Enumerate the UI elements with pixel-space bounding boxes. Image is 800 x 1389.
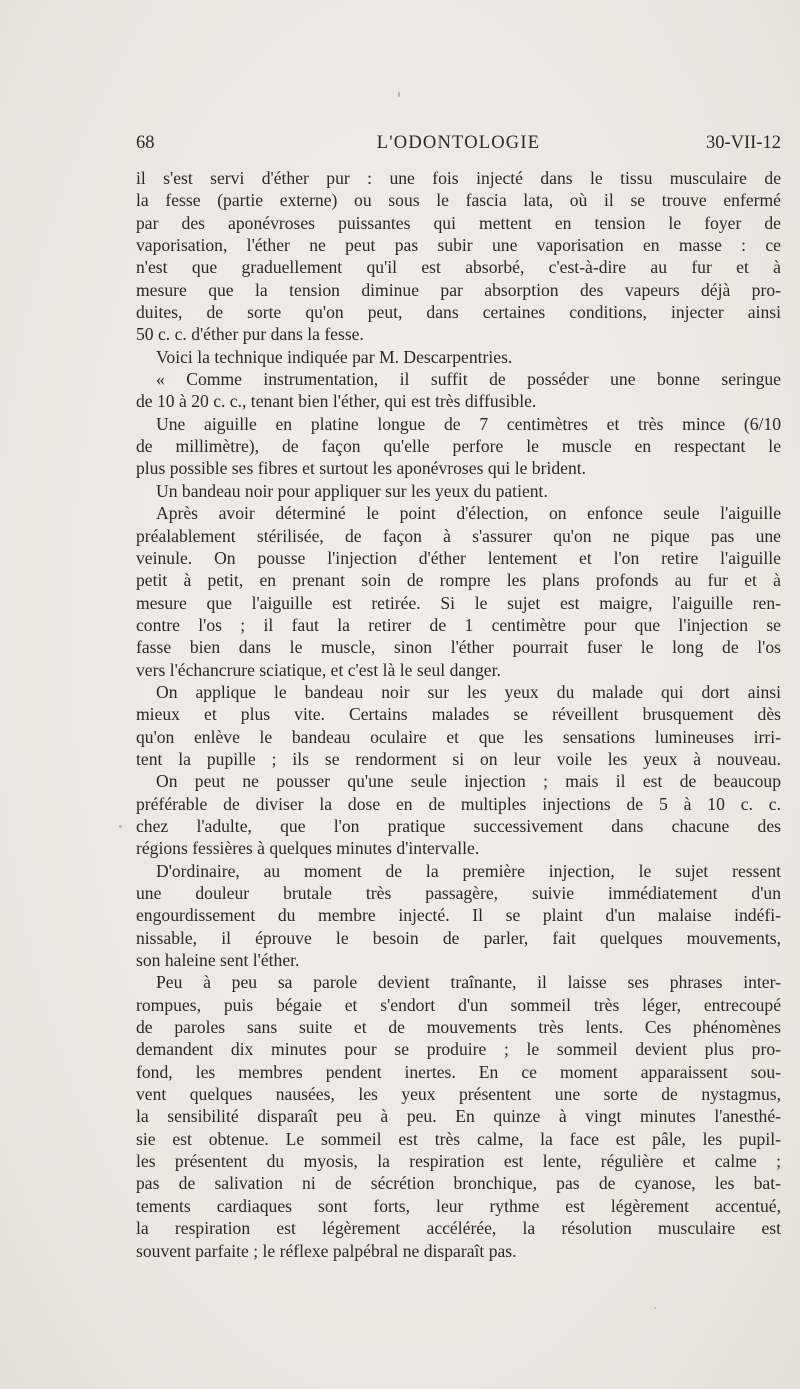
text-line: sie est obtenue. Le sommeil est très calme, la face est pâle, les pupil- (136, 1128, 781, 1149)
text-line: son haleine sent l'éther. (136, 950, 300, 971)
text-line: n'est que graduellement qu'il est absorbé, c'est-à-dire au fur et à (136, 257, 781, 278)
text-line: vaporisation, l'éther ne peut pas subir une vaporisation en masse : ce (136, 235, 781, 256)
text-line: chez l'adulte, que l'on pratique successivement dans chacune des (136, 815, 781, 836)
text-line: de 10 à 20 c. c., tenant bien l'éther, qui est très diffusible. (136, 391, 537, 412)
body-text (136, 167, 781, 1262)
page-header (136, 131, 781, 155)
text-line: Peu à peu sa parole devient traînante, il laisse ses phrases inter- (156, 972, 781, 993)
text-line: rompues, puis bégaie et s'endort d'un sommeil très léger, entrecoupé (136, 994, 781, 1015)
page-number: 68 (136, 133, 155, 153)
text-line: plus possible ses fibres et surtout les aponévroses qui le brident. (136, 458, 587, 479)
paper-speck (654, 1307, 656, 1309)
paper-speck (398, 92, 400, 97)
text-line: duites, de sorte qu'on peut, dans certaines conditions, injecter ainsi (136, 302, 781, 323)
text-line: la sensibilité disparaît peu à peu. En quinze à vingt minutes l'anesthé- (136, 1106, 781, 1127)
text-line: de paroles sans suite et de mouvements très lents. Ces phénomènes (136, 1017, 781, 1038)
text-line: veinule. On pousse l'injection d'éther lentement et l'on retire l'aiguille (136, 547, 781, 568)
issue-date: 30-VII-12 (705, 133, 781, 153)
text-line: fasse bien dans le muscle, sinon l'éther pourrait fuser le long de l'os (136, 637, 781, 658)
text-line: par des aponévroses puissantes qui mettent en tension le foyer de (136, 212, 781, 233)
text-line: mesure que l'aiguille est retirée. Si le sujet est maigre, l'aiguille ren- (136, 592, 781, 613)
text-line: On peut ne pousser qu'une seule injection ; mais il est de beaucoup (156, 771, 781, 792)
text-line: contre l'os ; il faut la retirer de 1 centimètre pour que l'injection se (136, 614, 781, 635)
text-line: il s'est servi d'éther pur : une fois injecté dans le tissu musculaire de (136, 168, 781, 188)
text-line: 50 c. c. d'éther pur dans la fesse. (136, 324, 364, 345)
text-line: Un bandeau noir pour appliquer sur les yeux du patient. (156, 480, 548, 501)
text-line: de millimètre), de façon qu'elle perfore le muscle en respectant le (136, 436, 781, 457)
text-line: petit à petit, en prenant soin de rompre les plans profonds au fur et à (136, 570, 781, 591)
running-title: L'ODONTOLOGIE (376, 133, 541, 153)
text-line: « Comme instrumentation, il suffit de posséder une bonne seringue (156, 369, 781, 390)
text-line: mieux et plus vite. Certains malades se réveillent brusquement dès (136, 704, 781, 725)
text-line: Une aiguille en platine longue de 7 centimètres et très mince (6/10 (156, 413, 781, 434)
text-line: vent quelques nausées, les yeux présentent une sorte de nystagmus, (136, 1084, 781, 1105)
text-line: D'ordinaire, au moment de la première injection, le sujet ressent (156, 860, 781, 881)
text-line: qu'on enlève le bandeau oculaire et que les sensations lumineuses irri- (136, 726, 781, 747)
paper-speck (119, 825, 122, 828)
text-line: tent la pupille ; ils se rendorment si on leur voile les yeux à nouveau. (136, 748, 781, 769)
text-line: On applique le bandeau noir sur les yeux du malade qui dort ainsi (156, 681, 781, 702)
text-line: préférable de diviser la dose en de multiples injections de 5 à 10 c. c. (136, 793, 781, 814)
text-line: la respiration est légèrement accélérée, la résolution musculaire est (136, 1218, 781, 1239)
text-line: Après avoir déterminé le point d'élection, on enfonce seule l'aiguille (156, 503, 781, 524)
text-line: nissable, il éprouve le besoin de parler, fait quelques mouvements, (136, 927, 781, 948)
text-line: mesure que la tension diminue par absorption des vapeurs déjà pro- (136, 279, 781, 300)
text-line: préalablement stérilisée, de façon à s'assurer qu'on ne pique pas une (136, 525, 781, 546)
text-line: fond, les membres pendent inertes. En ce moment apparaissent sou- (136, 1061, 781, 1082)
text-line: la fesse (partie externe) ou sous le fascia lata, où il se trouve enfermé (136, 190, 781, 211)
text-line: tements cardiaques sont forts, leur rythme est légèrement accentué, (136, 1195, 781, 1216)
text-line: souvent parfaite ; le réflexe palpébral ne disparaît pas. (136, 1240, 517, 1261)
text-line: pas de salivation ni de sécrétion bronchique, pas de cyanose, les bat- (136, 1173, 781, 1194)
text-line: Voici la technique indiquée par M. Descarpentries. (156, 346, 513, 367)
text-line: engourdissement du membre injecté. Il se plaint d'un malaise indéfi- (136, 905, 781, 926)
text-line: une douleur brutale très passagère, suivie immédiatement d'un (136, 883, 781, 903)
text-line: les présentent du myosis, la respiration est lente, régulière et calme ; (136, 1151, 781, 1172)
text-line: vers l'échancrure sciatique, et c'est là le seul danger. (136, 659, 501, 680)
text-line: régions fessières à quelques minutes d'intervalle. (136, 838, 480, 859)
text-line: demandent dix minutes pour se produire ; le sommeil devient plus pro- (136, 1039, 781, 1060)
